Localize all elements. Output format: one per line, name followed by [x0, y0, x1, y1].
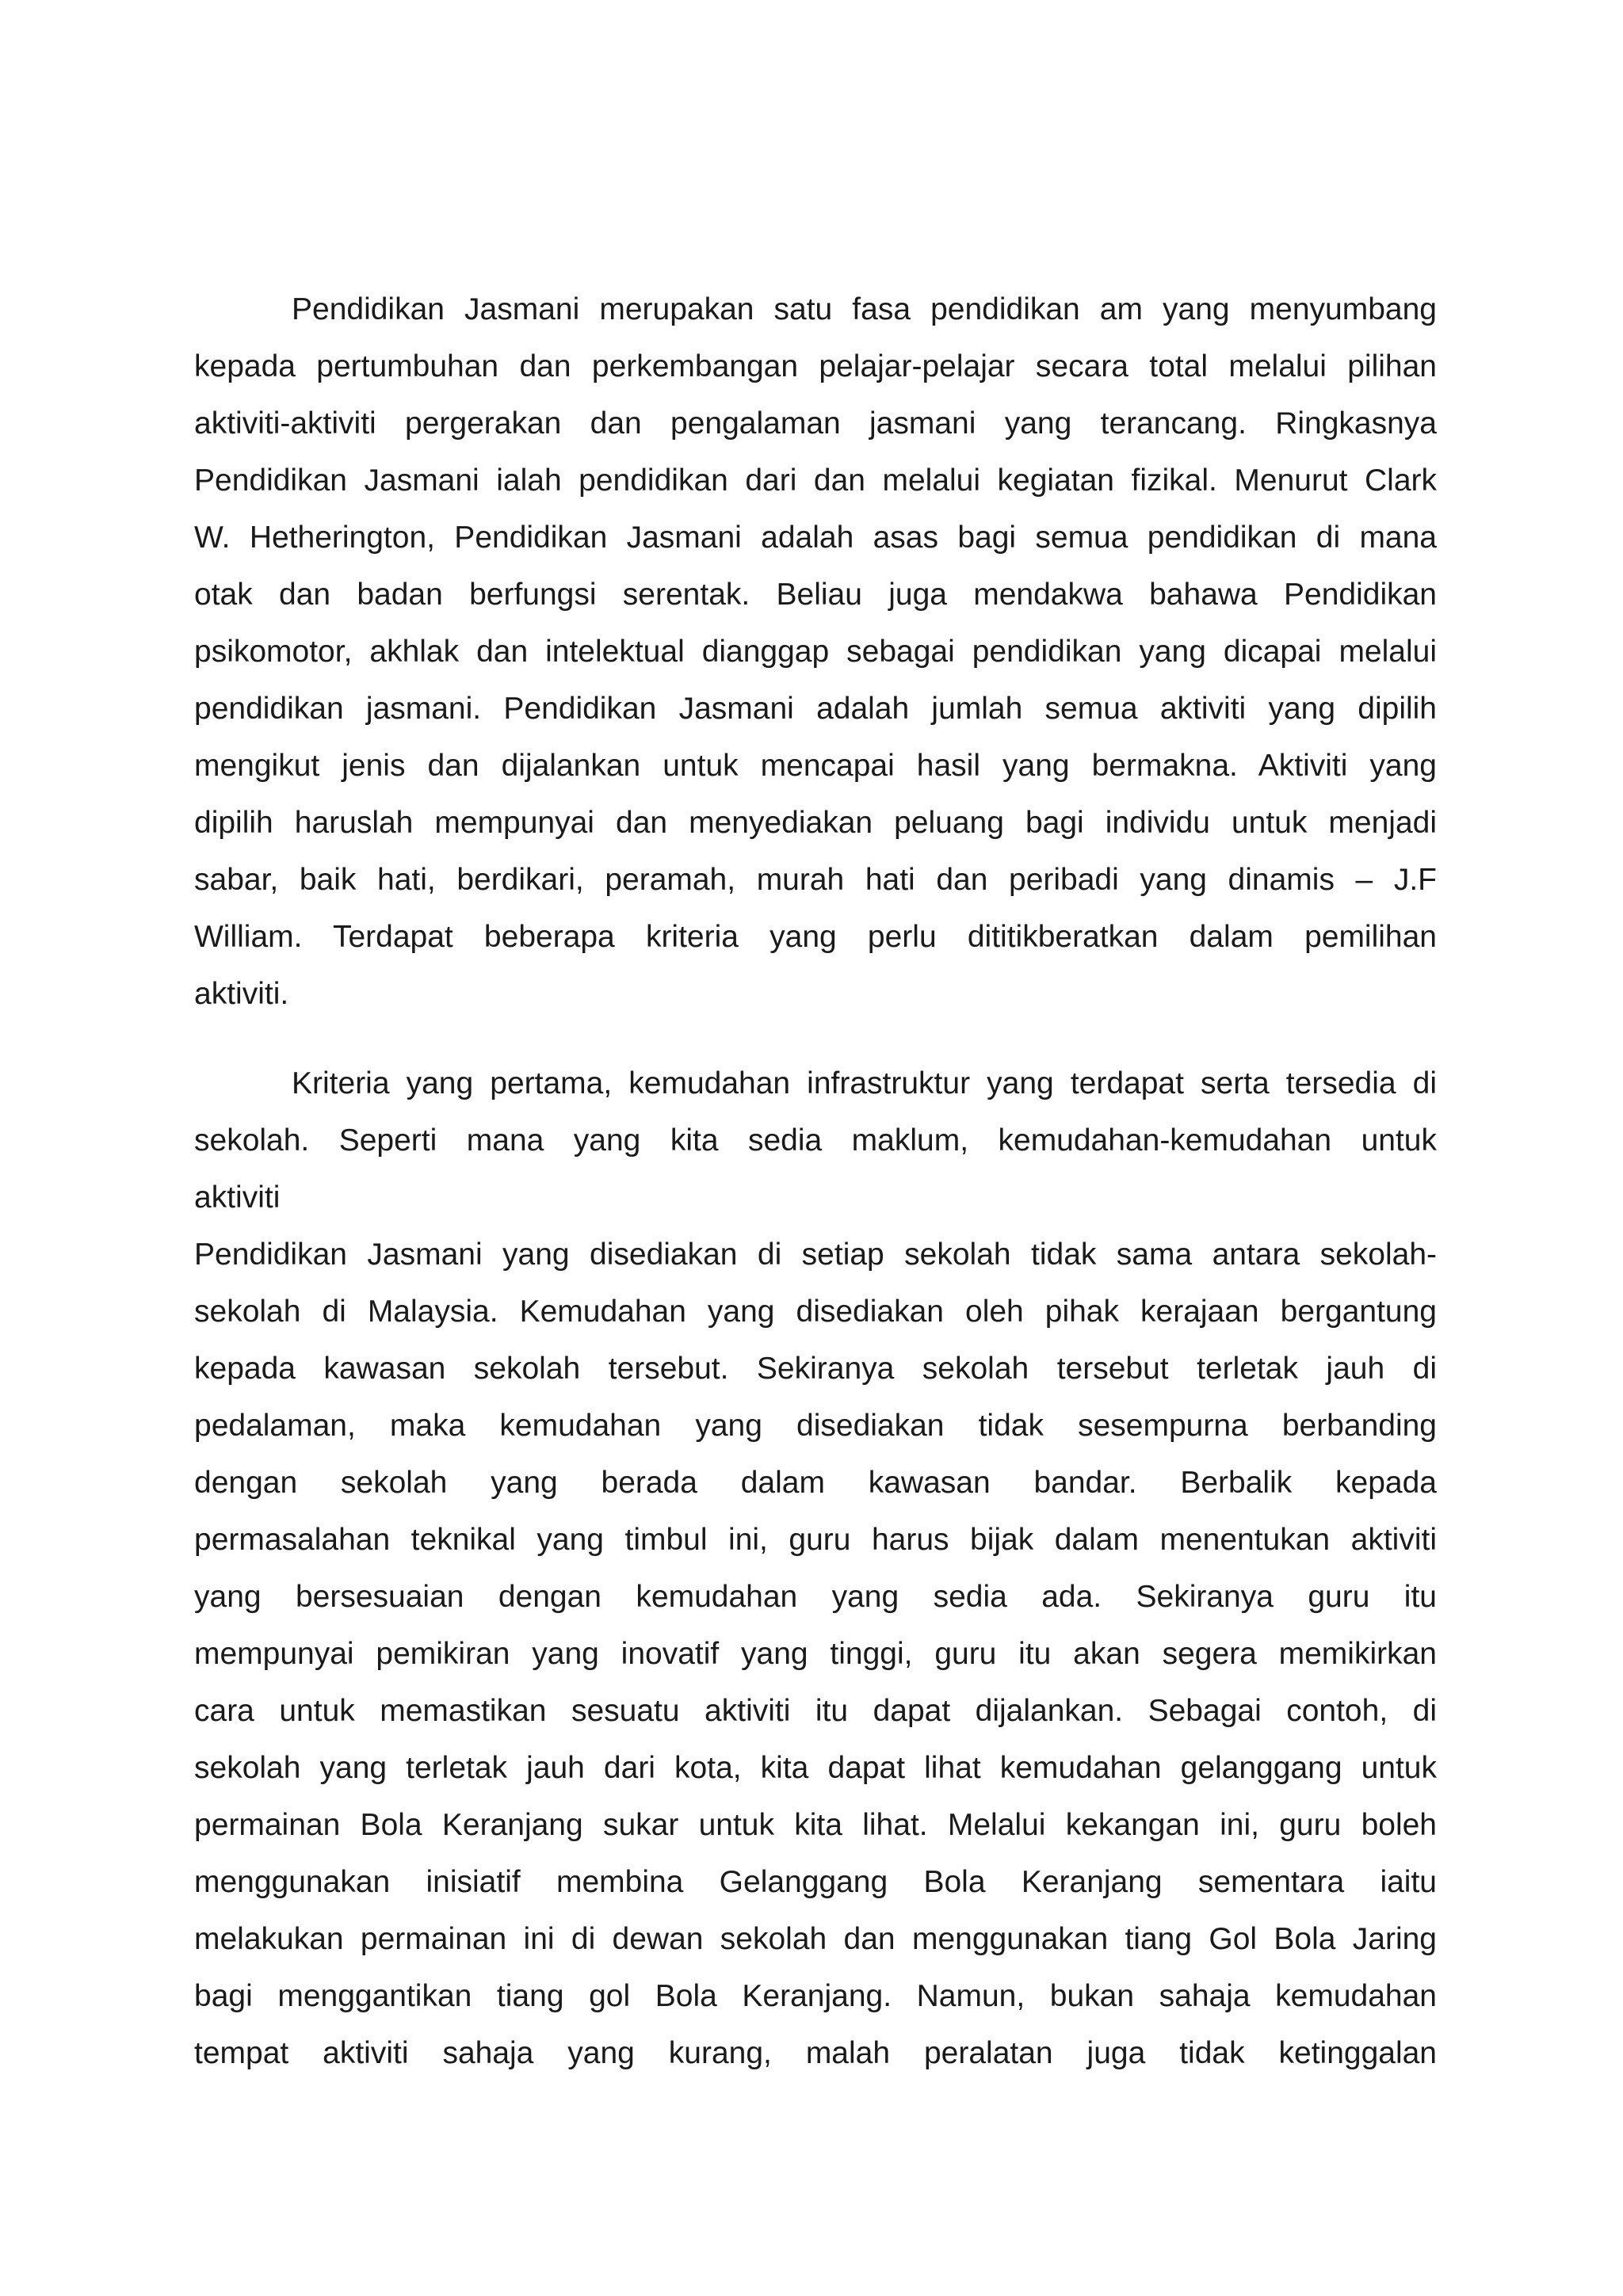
paragraph-line: yang bersesuaian dengan kemudahan yang sedia ada. Sekiranya guru itu: [194, 1580, 1437, 1614]
paragraph-line: pedalaman, maka kemudahan yang disediakan tidak sesempurna berbanding: [194, 1409, 1437, 1443]
paragraph-line: pendidikan jasmani. Pendidikan Jasmani adalah jumlah semua aktiviti yang dipilih: [194, 692, 1437, 726]
paragraph-line: Pendidikan Jasmani yang disediakan di setiap sekolah tidak sama antara sekolah-: [194, 1238, 1437, 1272]
paragraph-line: aktiviti: [194, 1180, 281, 1215]
paragraph-line: permasalahan teknikal yang timbul ini, guru harus bijak dalam menentukan aktiviti: [194, 1523, 1437, 1557]
paragraph-line: kepada pertumbuhan dan perkembangan pelajar-pelajar secara total melalui pilihan: [194, 349, 1437, 383]
paragraph-2: [194, 1055, 1437, 2082]
paragraph-line: Kriteria yang pertama, kemudahan infrastruktur yang terdapat serta tersedia di: [292, 1066, 1437, 1100]
paragraph-1: [194, 281, 1437, 1023]
paragraph-line: cara untuk memastikan sesuatu aktiviti itu dapat dijalankan. Sebagai contoh, di: [194, 1694, 1437, 1728]
paragraph-line: dengan sekolah yang berada dalam kawasan bandar. Berbalik kepada: [194, 1466, 1437, 1500]
paragraph-line: sabar, baik hati, berdikari, peramah, murah hati dan peribadi yang dinamis – J.F: [194, 863, 1437, 897]
paragraph-line: William. Terdapat beberapa kriteria yang perlu dititikberatkan dalam pemilihan: [194, 920, 1437, 954]
paragraph-line: Pendidikan Jasmani merupakan satu fasa pendidikan am yang menyumbang: [292, 292, 1437, 326]
paragraph-line: sekolah yang terletak jauh dari kota, kita dapat lihat kemudahan gelanggang untuk: [194, 1751, 1437, 1785]
paragraph-line: tempat aktiviti sahaja yang kurang, malah peralatan juga tidak ketinggalan: [194, 2036, 1437, 2070]
paragraph-line: sekolah di Malaysia. Kemudahan yang disediakan oleh pihak kerajaan bergantung: [194, 1295, 1437, 1329]
paragraph-line: psikomotor, akhlak dan intelektual dianggap sebagai pendidikan yang dicapai melalui: [194, 635, 1437, 669]
paragraph-line: permainan Bola Keranjang sukar untuk kita lihat. Melalui kekangan ini, guru boleh: [194, 1808, 1437, 1842]
paragraph-line: kepada kawasan sekolah tersebut. Sekiranya sekolah tersebut terletak jauh di: [194, 1352, 1437, 1386]
paragraph-line: menggunakan inisiatif membina Gelanggang Bola Keranjang sementara iaitu: [194, 1865, 1437, 1899]
paragraph-line: aktiviti-aktiviti pergerakan dan pengalaman jasmani yang terancang. Ringkasnya: [194, 406, 1437, 441]
paragraph-line: bagi menggantikan tiang gol Bola Keranjang. Namun, bukan sahaja kemudahan: [194, 1979, 1437, 2013]
paragraph-line: aktiviti.: [194, 977, 289, 1011]
paragraph-line: Pendidikan Jasmani ialah pendidikan dari dan melalui kegiatan fizikal. Menurut Clark: [194, 463, 1437, 498]
paragraph-line: sekolah. Seperti mana yang kita sedia maklum, kemudahan-kemudahan untuk: [194, 1123, 1437, 1158]
paragraph-line: W. Hetherington, Pendidikan Jasmani adalah asas bagi semua pendidikan di mana: [194, 521, 1437, 555]
paragraph-line: dipilih haruslah mempunyai dan menyediakan peluang bagi individu untuk menjadi: [194, 806, 1437, 840]
paragraph-line: melakukan permainan ini di dewan sekolah dan menggunakan tiang Gol Bola Jaring: [194, 1922, 1437, 1956]
paragraph-line: mempunyai pemikiran yang inovatif yang tinggi, guru itu akan segera memikirkan: [194, 1637, 1437, 1671]
paragraph-line: otak dan badan berfungsi serentak. Beliau juga mendakwa bahawa Pendidikan: [194, 578, 1437, 612]
paragraph-line: mengikut jenis dan dijalankan untuk mencapai hasil yang bermakna. Aktiviti yang: [194, 749, 1437, 783]
